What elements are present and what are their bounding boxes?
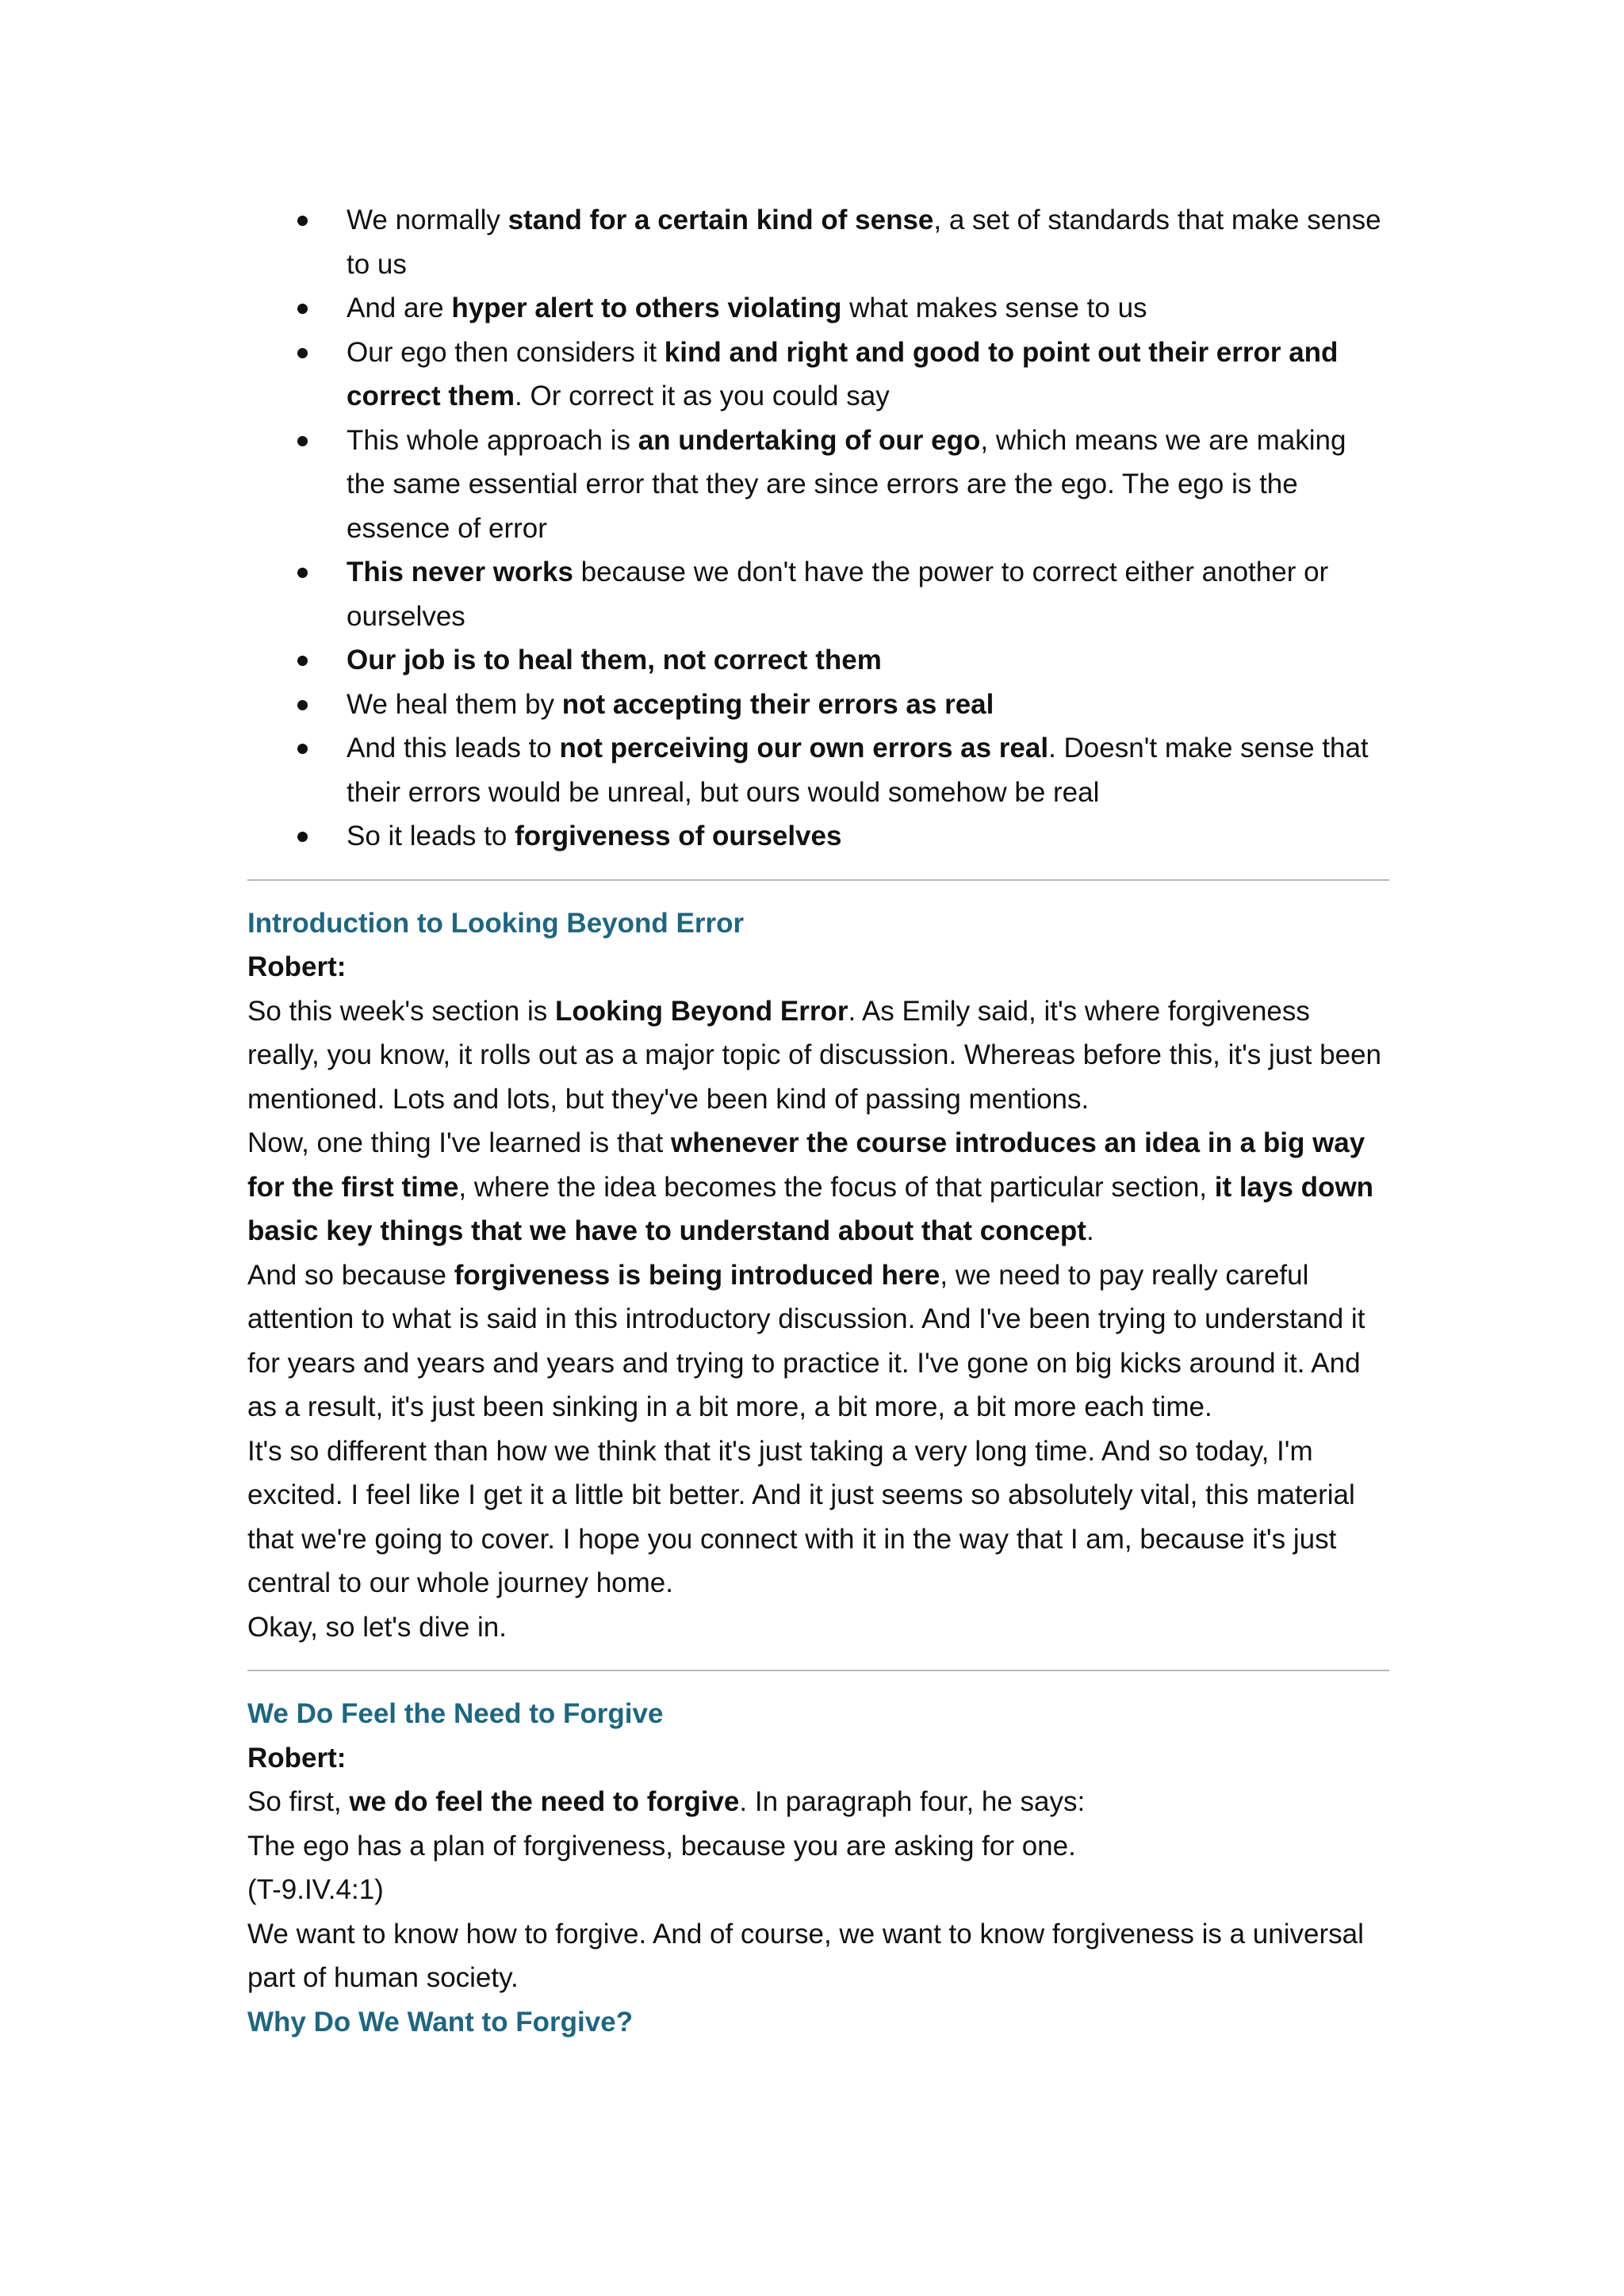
bullet-text: [347, 557, 1328, 632]
bold-text-run: hyper alert to others violating: [451, 293, 842, 323]
bullet-dot-icon: [297, 216, 308, 226]
text-run: We normally: [347, 205, 508, 235]
quote-paragraph: [247, 1824, 1389, 1869]
bullet-dot-icon: [297, 436, 308, 446]
text-run: We want to know how to forgive. And of course, we want to know forgiveness is a universal part of human society.: [247, 1918, 1364, 1993]
section-need-to-forgive: [247, 1692, 1389, 2044]
bullet-item: [247, 814, 1389, 859]
bullet-item: [247, 550, 1389, 638]
text-run: This whole approach is: [347, 424, 638, 456]
paragraph: [247, 1605, 1389, 1650]
bullet-dot-icon: [297, 348, 308, 358]
bullet-text: [347, 821, 841, 851]
text-run: Our ego then considers it: [347, 336, 665, 368]
section-heading: Introduction to Looking Beyond Error: [247, 907, 745, 939]
text-run: The ego has a plan of forgiveness, because you are asking for one.: [247, 1830, 1076, 1862]
paragraph: [247, 1121, 1389, 1253]
bold-text-run: not perceiving our own errors as real: [559, 733, 1049, 763]
text-run: We heal them by: [347, 688, 562, 720]
text-run: , where the idea becomes the focus of that particular section,: [458, 1171, 1215, 1203]
text-run: . As Emily said, it's where forgiveness really, you know, it rolls out as a major topic of discussion. Whereas before this, it's just been mentioned. Lots and lots, but they've been kind of passing mentions.: [247, 995, 1382, 1115]
bold-text-run: we do feel the need to forgive: [349, 1786, 740, 1817]
text-run: So this week's section is: [247, 995, 555, 1027]
bullet-dot-icon: [297, 832, 308, 842]
text-run: , we need to pay really careful attention to what is said in this introductory discussion. And I've been trying to understand it for years and years and years and trying to practice it. I've gone on big kicks around it. And as a result, it's just been sinking in a bit more, a bit more, a bit more each time.: [247, 1259, 1365, 1422]
document-page: [247, 198, 1389, 2064]
text-run: . In paragraph four, he says:: [739, 1786, 1086, 1817]
text-run: , a set of standards that make sense to us: [347, 205, 1381, 280]
bold-text-run: This never works: [347, 557, 573, 587]
section-divider: [247, 879, 1389, 881]
bold-text-run: forgiveness is being introduced here: [454, 1259, 940, 1291]
bullet-item: [247, 726, 1389, 814]
bullet-item: [247, 419, 1389, 551]
text-run: (T-9.IV.4:1): [247, 1874, 384, 1905]
text-run: It's so different than how we think that it's just taking a very long time. And so today, I'm excited. I feel like I get it a little bit better. And it just seems so absolutely vital, this material that we're going to cover. I hope you connect with it in the way that I am, because it's just central to our whole journey home.: [247, 1435, 1355, 1598]
subsection-heading: Why Do We Want to Forgive?: [247, 2006, 634, 2038]
citation: [247, 1868, 1389, 1912]
bold-text-run: an undertaking of our ego: [638, 424, 981, 456]
paragraph: [247, 1780, 1389, 1824]
section-introduction: [247, 901, 1389, 1650]
bullet-text: [347, 337, 1338, 412]
bullet-item: [247, 198, 1389, 286]
bullet-item: [247, 638, 1389, 683]
text-run: And so because: [247, 1259, 454, 1291]
bullet-dot-icon: [297, 568, 308, 578]
text-run: And are: [347, 293, 452, 323]
text-run: . Or correct it as you could say: [515, 381, 890, 411]
bold-text-run: it lays down basic key things that we have to understand about that concept: [247, 1171, 1374, 1246]
text-run: what makes sense to us: [841, 293, 1147, 323]
section-divider: [247, 1670, 1389, 1671]
text-run: .: [1086, 1215, 1094, 1246]
bullet-item: [247, 286, 1389, 331]
bullet-dot-icon: [297, 656, 308, 666]
text-run: . Doesn't make sense that their errors would be unreal, but ours would somehow be real: [347, 733, 1369, 808]
speaker-label: Robert:: [247, 1742, 347, 1774]
paragraph: [247, 1253, 1389, 1429]
bullet-text: [347, 425, 1346, 544]
section-heading: We Do Feel the Need to Forgive: [247, 1698, 664, 1729]
bullet-text: [347, 733, 1369, 808]
text-run: because we don't have the power to correct either another or ourselves: [347, 557, 1329, 632]
bold-text-run: Our job is to heal them, not correct them: [347, 645, 882, 675]
text-run: So first,: [247, 1786, 350, 1817]
bold-text-run: Looking Beyond Error: [554, 995, 848, 1027]
bold-text-run: whenever the course introduces an idea in a big way for the first time: [247, 1127, 1365, 1203]
paragraph: [247, 1912, 1389, 2000]
bullet-dot-icon: [297, 304, 308, 314]
bullet-list: [247, 198, 1389, 859]
paragraph: [247, 989, 1389, 1122]
speaker-label: Robert:: [247, 951, 347, 982]
bullet-dot-icon: [297, 744, 308, 754]
bullet-text: [347, 293, 1147, 323]
bullet-text: [347, 645, 882, 675]
bullet-item: [247, 683, 1389, 727]
paragraph: [247, 1429, 1389, 1605]
bold-text-run: not accepting their errors as real: [561, 688, 994, 720]
bullet-text: [347, 689, 994, 720]
bold-text-run: stand for a certain kind of sense: [508, 205, 934, 235]
text-run: Okay, so let's dive in.: [247, 1611, 507, 1643]
text-run: So it leads to: [347, 821, 515, 851]
bullet-item: [247, 331, 1389, 419]
text-run: And this leads to: [347, 733, 560, 763]
bullet-text: [347, 205, 1381, 280]
bold-text-run: kind and right and good to point out their error and correct them: [347, 336, 1339, 411]
bullet-dot-icon: [297, 700, 308, 710]
text-run: Now, one thing I've learned is that: [247, 1127, 671, 1158]
text-run: , which means we are making the same essential error that they are since errors are the ego. The ego is the essence of error: [347, 424, 1346, 544]
bold-text-run: forgiveness of ourselves: [515, 821, 842, 851]
